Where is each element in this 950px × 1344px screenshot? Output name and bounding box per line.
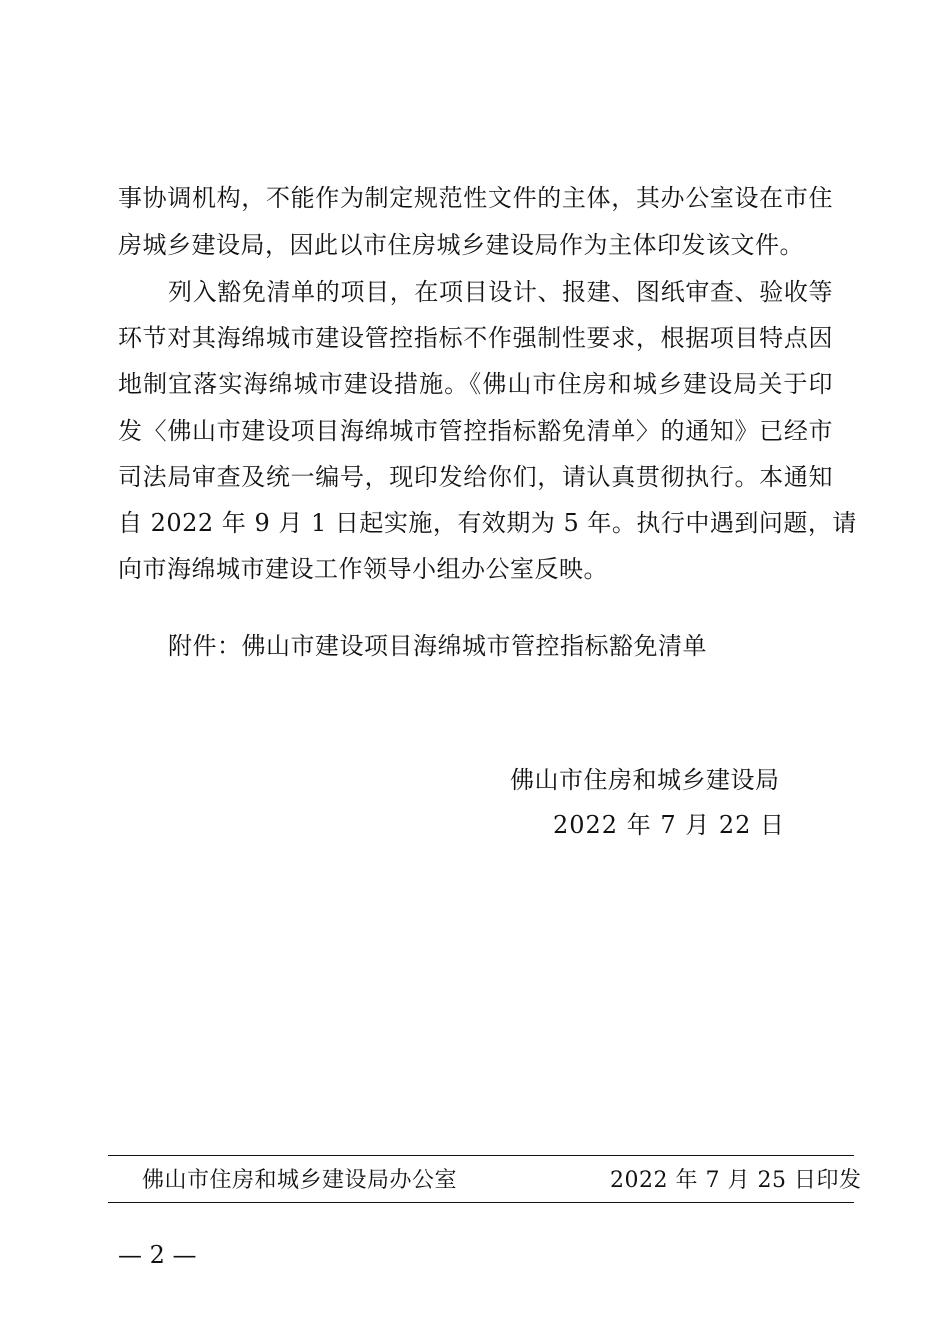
body-line: 地制宜落实海绵城市建设措施。《佛山市住房和城乡建设局关于印 <box>118 370 833 398</box>
body-line: 房城乡建设局，因此以市住房城乡建设局作为主体印发该文件。 <box>118 231 804 259</box>
body-line: 事协调机构，不能作为制定规范性文件的主体，其办公室设在市住 <box>118 184 833 212</box>
body-line: 司法局审查及统一编号，现印发给你们，请认真贯彻执行。本通知 <box>118 463 833 491</box>
footer-issuer: 佛山市住房和城乡建设局办公室 <box>142 1168 458 1193</box>
footer-bottom-rule <box>108 1202 854 1203</box>
body-line: 列入豁免清单的项目，在项目设计、报建、图纸审查、验收等 <box>168 278 833 306</box>
body-line: 环节对其海绵城市建设管控指标不作强制性要求，根据项目特点因 <box>118 324 833 352</box>
attachment-note: 附件：佛山市建设项目海绵城市管控指标豁免清单 <box>168 632 707 660</box>
signature-date: 2022 年 7 月 22 日 <box>553 811 786 839</box>
body-line: 向市海绵城市建设工作领导小组办公室反映。 <box>118 555 608 583</box>
body-line: 发〈佛山市建设项目海绵城市管控指标豁免清单〉的通知》已经市 <box>118 417 833 445</box>
page-number: — 2 — <box>118 1241 197 1269</box>
footer-issue-date: 2022 年 7 月 25 日印发 <box>610 1168 862 1193</box>
body-line: 自 2022 年 9 月 1 日起实施，有效期为 5 年。执行中遇到问题，请 <box>118 509 857 537</box>
signature-organization: 佛山市住房和城乡建设局 <box>510 766 780 794</box>
footer-top-rule <box>108 1155 854 1156</box>
